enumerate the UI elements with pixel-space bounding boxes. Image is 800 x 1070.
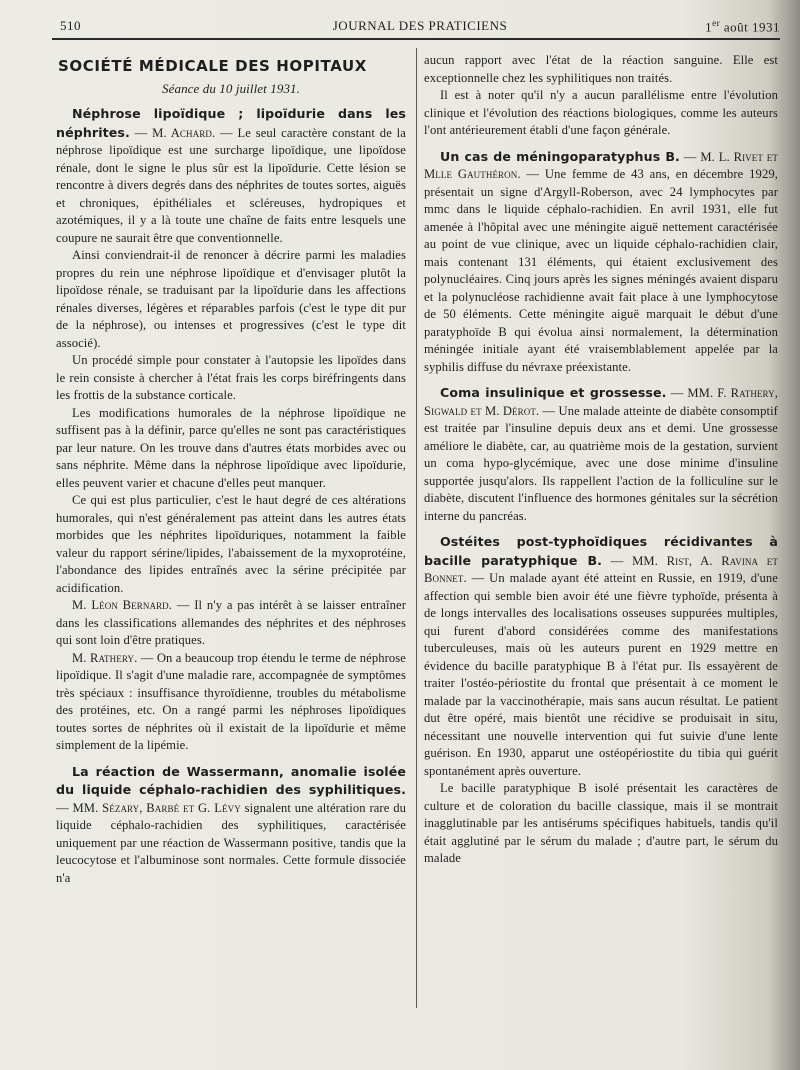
paragraph-text: Le seul caractère constant de la néphrose lipoïdique est une surcharge lipoïdique, une lipoïdose rénale, dont le signe le plus sûr est la lipoïdurie. Cette lésion se rencontre à divers degrés dans des néphrites de toutes sortes, aiguës et chroniques, épithéliales et scléreuses, hydropiques et azotémiques, il y a là toute une chaîne de faits entre lesquels une coupure ne saurait être que conventionnelle. <box>56 125 406 245</box>
article-wassermann: La réaction de Wassermann, anomalie isolée du liquide céphalo-rachidien des syphilitiques. — MM. Sézary, Barbé et G. Lévy signalent une altération rare du liquide céphalo-rachidien des syphilitiques, caractérisée uniquement par une réaction de Wassermann positive, tandis que la leucocytose et l'albuminose sont normales. Cette formule dissociée n'a <box>56 763 406 885</box>
authors-rathery: MM. F. Rathery, Sigwald et M. Dérot <box>424 386 778 418</box>
paragraph-bernard: M. Léon Bernard. — Il n'y a pas intérêt à se laisser entraîner dans les classifications allemandes des néphrites et des néphroses qui sont loin d'être pratiques. <box>56 598 406 647</box>
author-achard: M. Achard <box>152 125 212 140</box>
column-divider <box>416 48 417 1008</box>
author-rathery: M. Rathery <box>72 650 135 665</box>
paragraph: Un procédé simple pour constater à l'autopsie les lipoïdes dans le rein consiste à chercher à l'état frais les corps biréfringents dans les frottis de la substance corticale. <box>56 353 406 402</box>
paragraph: Le bacille paratyphique B isolé présentait les caractères de culture et de coloration du bacille classique, mais il se montrait inagglutinable par les antisérums spécifiques habituels, tandis qu'il était agglutiné par le sérum du malade ; d'autre part, le sérum du malade <box>424 781 778 865</box>
author-bernard: M. Léon Bernard <box>72 598 169 612</box>
article-title-osteites: Ostéites post-typhoïdiques récidivantes à bacille paratyphique B. <box>424 534 778 568</box>
paragraph: aucun rapport avec l'état de la réaction sanguine. Elle est exceptionnelle chez les syphilitiques non traités. <box>424 53 778 85</box>
left-column <box>56 52 406 1012</box>
page-header <box>60 18 780 40</box>
article-coma-insulinique: Coma insulinique et grossesse. — MM. F. Rathery, Sigwald et M. Dérot. — Une malade atteinte de diabète consomptif est traitée par l'insuline depuis deux ans et demi. Une grossesse améliore le diabète, car, au quatrième mois de la gestation, survient un coma hypo-glycémique, avec une dose minime d'insuline supportée jusqu'alors. Ils rappellent l'action de la folliculine sur le diabète, discutent l'influence des hormones génitales sur la sécrétion interne du pancréas. <box>424 385 778 523</box>
issue-date: 1er août 1931 <box>705 18 780 35</box>
article-nephrose-intro: Néphrose lipoïdique ; lipoïdurie dans les néphrites. — M. Achard. — Le seul caractère constant de la néphrose lipoïdique est une surcharge lipoïdique, une lipoïdose rénale, dont le signe le plus sûr est la lipoïdurie. Cette lésion se rencontre à divers degrés dans des néphrites de toutes sortes, aiguës et chroniques, épithéliales et scléreuses, hydropiques et azotémiques, il y a là toute une chaîne de faits entre lesquels une coupure ne saurait être que conventionnelle. <box>56 106 406 245</box>
paragraph: Ce qui est plus particulier, c'est le haut degré de ces altérations humorales, qui n'est généralement pas atteint dans les autres états morbides que les néphrites lipoïduriques, notamment la faible valeur du rapport sérine/lipides, l'abaissement de la myxoprotéine, l'abondance des lipides entraînés avec la sérine précipitée par acidification. <box>56 493 406 595</box>
right-column <box>424 52 778 1012</box>
authors-sezary: MM. Sézary, Barbé et G. Lévy <box>72 800 241 815</box>
page-number: 510 <box>60 18 81 33</box>
paragraph: Les modifications humorales de la néphrose lipoïdique ne suffisent pas à la définir, parce qu'elles ne sont pas caractéristiques par leur nature. On les trouve dans d'autres états morbides avec ou sans néphrite. Même dans la néphrose lipoïdique avec lipoïdurie, elles peuvent varier et chacune d'elles peut manquer. <box>56 405 406 490</box>
article-osteites: Ostéites post-typhoïdiques récidivantes à bacille paratyphique B. — MM. Rist, A. Ravina et Bonnet. — Un malade ayant été atteint en Russie, en 1919, d'une affection qui semble bien avoir été une fièvre typhoïde, présenta à de longs intervalles des localisations osseuses suppurées multiples, qui furent d'abord considérées comme des manifestations tuberculeuses, mais où les auteurs purent en 1929 mettre en évidence du bacille paratyphique B à l'état pur. Ils essayèrent de traiter l'ostéo-périostite du frontal que présentait à ce moment le malade par la vaccinothérapie, mais sans aucun résultat. Le patient dut être opéré, mais bientôt une récidive se produisait in situ, nécessitant une nouvelle intervention qui fut suivie d'une lente guérison. En 1930, apparut une ostéopériostite du tibia qui guérit spontanément après ouverture. <box>424 534 778 778</box>
article-meningoparatyphus: Un cas de méningoparatyphus B. — M. L. Rivet et Mlle Gauthéron. — Une femme de 43 ans, en décembre 1929, présentait un signe d'Argyll-Roberson, avec 24 lymphocytes par mmc dans le liquide céphalo-rachidien. En avril 1931, elle fut amenée à l'hôpital avec une méningite aiguë nettement caractérisée au point de vue clinique, avec un liquide céphalo-rachidien clair, mais contenant 131 éléments, qui étaient exclusivement des polynucléaires. Cinq jours après les signes méningés avaient disparu et la polynucléose rachidienne avait fait place à une lymphocytose de 50 éléments. Cette méningite aiguë marquait le début d'une paratyphoïde B qui évolua ainsi normalement, la détermination méningée initiale ayant été vraisemblablement appelée par la syphilis diffuse du névraxe préexistante. <box>424 148 778 374</box>
article-title-nephrose: Néphrose lipoïdique ; lipoïdurie dans les néphrites. <box>56 106 406 140</box>
journal-title: JOURNAL DES PRATICIENS <box>332 18 508 33</box>
society-heading: SOCIÉTÉ MÉDICALE DES HOPITAUX <box>58 57 367 75</box>
paragraph: Ainsi conviendrait-il de renoncer à décrire parmi les maladies propres du rein une néphrose lipoïdique et d'envisager plutôt la lipoïdose rénale, se traduisant par la lipoïdurie dans les affections rénales diverses, légères et réparables parfois (c'est le type dit pur de la néphrose), ou intenses et progressives (c'est le type dit associé). <box>56 248 406 350</box>
article-title-coma: Coma insulinique et grossesse. <box>440 385 667 400</box>
article-title-wassermann: La réaction de Wassermann, anomalie isolée du liquide céphalo-rachidien des syphilitiques. <box>56 763 406 797</box>
authors-rist: MM. Rist, A. Ravina et Bonnet <box>424 553 778 585</box>
paragraph: Il est à noter qu'il n'y a aucun parallélisme entre l'évolution clinique et l'évolution des réactions biologiques, comme les auteurs l'ont antérieurement établi d'une façon générale. <box>424 88 778 137</box>
authors-rivet: M. L. Rivet et Mlle Gauthéron <box>424 149 778 181</box>
paragraph-rathery: M. Rathery. — On a beaucoup trop étendu le terme de néphrose lipoïdique. Il s'agit d'une maladie rare, accompagnée de symptômes très spéciaux : insuffisance thyroïdienne, troubles du métabolisme des protéines, etc. On a rangé parmi les néphroses lipoïdiques toutes sortes de néphrites où il existait de la lipoïdurie et même simplement de la lipémie. <box>56 650 406 752</box>
header-rule <box>52 38 780 40</box>
seance-date: Séance du 10 juillet 1931. <box>162 80 300 96</box>
article-title-meningoparatyphus: Un cas de méningoparatyphus B. <box>440 148 680 164</box>
